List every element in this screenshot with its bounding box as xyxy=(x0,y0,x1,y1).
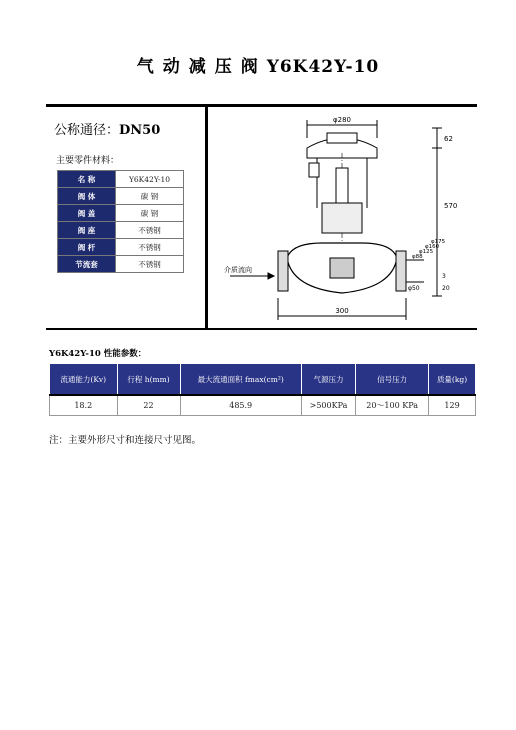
bottom-rule xyxy=(46,328,477,330)
dim-d-a: φ88 xyxy=(412,254,423,260)
table-row xyxy=(58,239,184,256)
materials-title: 主要零件材料： xyxy=(56,156,120,166)
material-name: 名 称 xyxy=(58,171,116,188)
table-cell: 18.2 xyxy=(50,395,118,416)
dim-d-b: φ125 xyxy=(419,249,434,255)
table-row xyxy=(58,188,184,205)
valve-drawing xyxy=(212,108,474,326)
flow-arrowhead xyxy=(268,273,274,279)
footnote: 注：主要外形尺寸和连接尺寸见图。 xyxy=(49,435,202,446)
dim-height-top: 62 xyxy=(444,135,453,143)
col-header: 最大流通面积 fmax(cm²) xyxy=(180,364,301,396)
flange-right xyxy=(396,251,406,291)
col-header: 信号压力 xyxy=(356,364,429,396)
col-header: 气源压力 xyxy=(301,364,355,396)
material-name: 阀 盖 xyxy=(58,205,116,222)
flow-label: 介质流向 xyxy=(224,266,252,274)
material-value: 碳 钢 xyxy=(116,205,184,222)
material-value: 不锈钢 xyxy=(116,256,184,273)
material-name: 阀 座 xyxy=(58,222,116,239)
table-row xyxy=(58,256,184,273)
flange-left xyxy=(278,251,288,291)
dim-width: 300 xyxy=(335,307,349,315)
material-name: 阀 体 xyxy=(58,188,116,205)
title-model: Y6K42Y-10 xyxy=(266,57,380,77)
dim-flange-a: 3 xyxy=(442,273,446,280)
table-cell: 129 xyxy=(429,395,476,416)
material-value: 不锈钢 xyxy=(116,222,184,239)
dim-d-d: φ175 xyxy=(431,239,446,245)
table-row xyxy=(58,222,184,239)
col-header: 流通能力(Kv) xyxy=(50,364,118,396)
col-header: 质量(kg) xyxy=(429,364,476,396)
actuator-top xyxy=(327,133,357,143)
performance-title: Y6K42Y-10 性能参数： xyxy=(49,349,147,359)
dim-d-c: φ160 xyxy=(425,244,440,250)
material-value: Y6K42Y-10 xyxy=(116,171,184,188)
dim-port-dia: φ50 xyxy=(408,285,420,292)
top-rule xyxy=(46,104,477,107)
table-row xyxy=(58,205,184,222)
col-header: 行程 h(mm) xyxy=(117,364,180,396)
dim-top-dia: φ280 xyxy=(333,116,351,124)
table-cell: 485.9 xyxy=(180,395,301,416)
table-cell: 22 xyxy=(117,395,180,416)
material-value: 不锈钢 xyxy=(116,239,184,256)
seat xyxy=(330,258,354,278)
material-name: 节流套 xyxy=(58,256,116,273)
page-title xyxy=(0,52,516,77)
vertical-separator xyxy=(205,107,208,329)
material-name: 阀 杆 xyxy=(58,239,116,256)
material-value: 碳 钢 xyxy=(116,188,184,205)
dim-height-total: 570 xyxy=(444,202,458,210)
performance-table xyxy=(49,363,476,416)
table-header-row xyxy=(50,364,476,396)
table-cell: >500KPa xyxy=(301,395,355,416)
dim-flange-b: 20 xyxy=(442,285,450,292)
bonnet xyxy=(322,203,362,233)
positioner xyxy=(309,163,319,177)
nominal-diameter xyxy=(54,119,160,138)
table-cell: 20～100 KPa xyxy=(356,395,429,416)
table-row xyxy=(50,395,476,416)
nominal-label: 公称通径： xyxy=(54,123,120,138)
table-row xyxy=(58,171,184,188)
materials-table xyxy=(57,170,184,273)
title-cn: 气动减压阀 xyxy=(136,57,267,77)
nominal-value: DN50 xyxy=(119,123,161,138)
